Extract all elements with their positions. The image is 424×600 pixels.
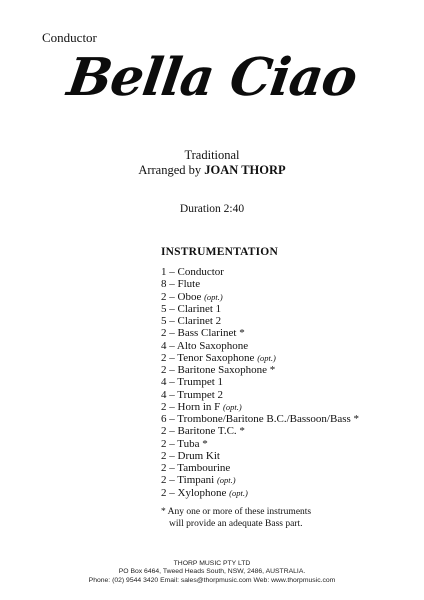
instrument-item xyxy=(161,376,359,388)
instrument-label: 2 – Tuba * xyxy=(161,437,208,450)
instrument-item xyxy=(161,413,359,425)
instrument-label: 2 – Xylophone xyxy=(161,486,230,499)
instrument-label: 5 – Clarinet 1 xyxy=(161,302,222,315)
composer-credit: Traditional xyxy=(184,148,240,162)
instrument-item xyxy=(161,291,359,303)
optional-marker: (opt.) xyxy=(229,487,248,498)
instrument-item xyxy=(161,487,359,499)
instrument-item xyxy=(161,474,359,486)
optional-marker: (opt.) xyxy=(223,401,242,412)
instrument-label: 4 – Trumpet 1 xyxy=(161,376,224,389)
instrument-label: 2 – Timpani xyxy=(161,474,217,487)
instrument-item xyxy=(161,327,359,339)
publisher-address: PO Box 6464, Tweed Heads South, NSW, 2486, AUSTRALIA. xyxy=(118,568,306,576)
instrument-item xyxy=(161,340,359,352)
publisher-footer xyxy=(0,560,424,585)
instrument-item xyxy=(161,389,359,401)
instrument-item xyxy=(161,303,359,315)
optional-marker: (opt.) xyxy=(204,291,223,302)
instrument-label: 8 – Flute xyxy=(161,278,201,291)
instrument-label: 5 – Clarinet 2 xyxy=(161,315,222,327)
instrument-item xyxy=(161,462,359,474)
optional-marker: (opt.) xyxy=(257,352,276,363)
instrument-label: 2 – Drum Kit xyxy=(161,449,220,462)
publisher-name: THORP MUSIC PTY LTD xyxy=(173,560,251,567)
instrument-label: 4 – Alto Saxophone xyxy=(161,339,249,352)
instrument-label: 6 – Trombone/Baritone B.C./Bassoon/Bass * xyxy=(161,413,360,425)
instrument-label: 2 – Baritone T.C. * xyxy=(161,425,245,438)
instrumentation-heading: INSTRUMENTATION xyxy=(161,246,278,258)
duration-text: Duration 2:40 xyxy=(179,203,245,215)
instrument-label: 2 – Horn in F xyxy=(161,400,224,413)
optional-marker: (opt.) xyxy=(216,475,236,486)
arranger-credit xyxy=(0,163,424,178)
publisher-contact: Phone: (02) 9544 3420 Email: sales@thorpmusic.com Web: www.thorpmusic.com xyxy=(88,576,336,584)
bass-note-line-2: will provide an adequate Bass part. xyxy=(169,519,303,529)
bass-note-line-1: * Any one or more of these instruments xyxy=(161,507,312,517)
instrument-label: 2 – Tenor Saxophone xyxy=(161,351,258,364)
instrument-item xyxy=(161,438,359,450)
bass-note xyxy=(161,506,311,530)
instrument-label: 2 – Tambourine xyxy=(161,462,231,474)
instrument-label: 1 – Conductor xyxy=(161,266,224,278)
instrument-label: 2 – Bass Clarinet * xyxy=(161,327,245,340)
part-label: Conductor xyxy=(42,30,97,45)
instrument-item xyxy=(161,315,359,327)
arranger-name: JOAN THORP xyxy=(204,163,286,177)
instrument-item xyxy=(161,364,359,376)
arranger-prefix: Arranged by xyxy=(138,163,202,177)
instrument-label: 2 – Oboe xyxy=(161,290,205,303)
instrument-item xyxy=(161,266,359,278)
instrument-label: 4 – Trumpet 2 xyxy=(161,388,224,401)
instrument-item xyxy=(161,352,359,364)
page-title: Bella Ciao xyxy=(63,47,361,108)
instrument-item xyxy=(161,425,359,437)
instrument-item xyxy=(161,278,359,290)
instrument-label: 2 – Baritone Saxophone * xyxy=(161,364,276,376)
instrumentation-list xyxy=(161,266,359,499)
instrument-item xyxy=(161,401,359,413)
instrument-item xyxy=(161,450,359,462)
title-block xyxy=(0,47,424,108)
